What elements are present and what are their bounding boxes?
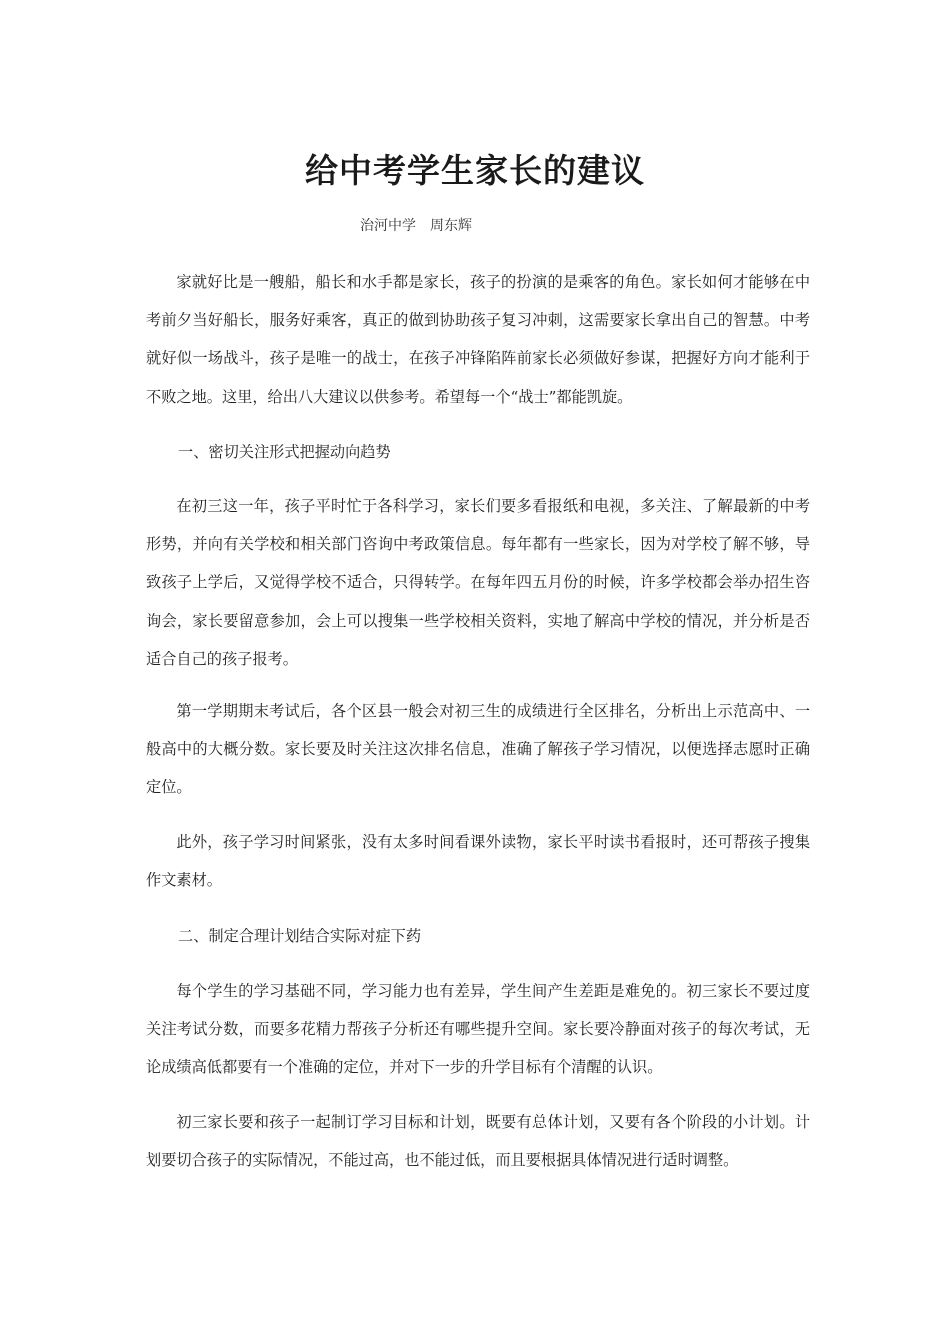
intro-paragraph: 家就好比是一艘船，船长和水手都是家长，孩子的扮演的是乘客的角色。家长如何才能够在中考前夕当好船长，服务好乘客，真正的做到协助孩子复习冲刺，这需要家长拿出自己的智慧。中考就好似一场战斗，孩子是唯一的战士，在孩子冲锋陷阵前家长必须做好参谋，把握好方向才能利于不败之地。这里，给出八大建议以供参考。希望每一个“战士”都能凯旋。 [146, 273, 810, 406]
section-1-paragraph-2: 第一学期期末考试后，各个区县一般会对初三生的成绩进行全区排名，分析出上示范高中、一般高中的大概分数。家长要及时关注这次排名信息，准确了解孩子学习情况，以便选择志愿时正确定位。 [146, 702, 810, 797]
byline-school: 治河中学 [360, 218, 416, 234]
byline-author: 周东辉 [430, 218, 472, 234]
section-2-paragraph-2: 初三家长要和孩子一起制订学习目标和计划，既要有总体计划，又要有各个阶段的小计划。计划要切合孩子的实际情况，不能过高，也不能过低，而且要根据具体情况进行适时调整。 [146, 1113, 810, 1170]
section-heading-1: 一、密切关注形式把握动向趋势 [178, 443, 391, 461]
byline [360, 214, 472, 238]
document-title: 给中考学生家长的建议 [305, 151, 645, 191]
section-1-paragraph-1: 在初三这一年，孩子平时忙于各科学习，家长们要多看报纸和电视，多关注、了解最新的中考形势，并向有关学校和相关部门咨询中考政策信息。每年都有一些家长，因为对学校了解不够，导致孩子上学后，又觉得学校不适合，只得转学。在每年四五月份的时候，许多学校都会举办招生咨询会，家长要留意参加，会上可以搜集一些学校相关资料，实地了解高中学校的情况，并分析是否适合自己的孩子报考。 [146, 497, 810, 668]
section-heading-2: 二、制定合理计划结合实际对症下药 [178, 927, 421, 945]
section-2-paragraph-1: 每个学生的学习基础不同，学习能力也有差异，学生间产生差距是难免的。初三家长不要过度关注考试分数，而要多花精力帮孩子分析还有哪些提升空间。家长要冷静面对孩子的每次考试，无论成绩高低都要有一个准确的定位，并对下一步的升学目标有个清醒的认识。 [146, 982, 810, 1077]
section-1-paragraph-3: 此外，孩子学习时间紧张，没有太多时间看课外读物，家长平时读书看报时，还可帮孩子搜集作文素材。 [146, 833, 810, 890]
